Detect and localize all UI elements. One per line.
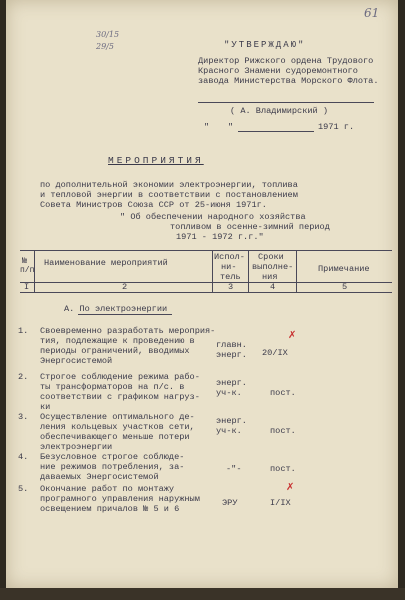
document-page — [6, 0, 398, 588]
header-bottom-rule — [20, 292, 392, 293]
header-name: Наименование мероприятий — [44, 258, 168, 268]
row-5-exec: ЭРУ — [222, 498, 238, 508]
row-3-number: 3. — [18, 412, 29, 422]
header-term-1: Сроки — [258, 252, 284, 262]
row-4-text-3: даваемых Энергосистемой — [40, 472, 159, 482]
doc-subtitle-3: Совета Министров Союза ССР от 25-июня 1971г. — [40, 200, 267, 210]
col-number-3: 3 — [228, 282, 234, 292]
col-number-4: 4 — [270, 282, 276, 292]
doc-subtitle-5: топливом в осенне-зимний период — [170, 222, 330, 232]
row-3-term: пост. — [270, 426, 296, 436]
approval-line-3: завода Министерства Морского Флота. — [198, 76, 379, 86]
date-quote-close: " — [228, 122, 234, 132]
row-3-text-1: Осуществление оптимального де- — [40, 412, 195, 422]
table-top-rule — [20, 250, 392, 251]
doc-subtitle-2: и тепловой энергии в соответствии с постановлением — [40, 190, 298, 200]
approval-title: "УТВЕРЖДАЮ" — [224, 40, 306, 50]
row-1-term: 20/IX — [262, 348, 288, 358]
row-5-text-1: Окончание работ по монтажу — [40, 484, 175, 494]
page-right-edge — [398, 0, 405, 600]
approval-line-2: Красного Знамени судоремонтного — [198, 66, 358, 76]
row-5-term: I/IX — [270, 498, 291, 508]
row-4-text-1: Безусловное строгое соблюде- — [40, 452, 185, 462]
header-mid-rule — [20, 282, 392, 283]
header-exec-3: тель — [220, 272, 241, 282]
signature-line — [198, 102, 374, 103]
row-4-exec: -"- — [226, 464, 242, 474]
row-5-number: 5. — [18, 484, 29, 494]
row-3-exec-1: энерг. — [216, 416, 247, 426]
red-check-mark-1: ✗ — [288, 330, 297, 341]
row-1-text-4: Энергосистемой — [40, 356, 113, 366]
row-2-exec-1: энерг. — [216, 378, 247, 388]
row-1-exec-1: главн. — [216, 340, 247, 350]
col-number-1: I — [24, 282, 30, 292]
row-1-number: 1. — [18, 326, 29, 336]
row-2-term: пост. — [270, 388, 296, 398]
col-divider-3 — [248, 250, 249, 292]
archive-note-1: 30/15 — [96, 30, 120, 39]
header-term-2: выполне- — [252, 262, 294, 272]
col-divider-4 — [296, 250, 297, 292]
col-number-5: 5 — [342, 282, 348, 292]
header-number-2: п/п — [20, 266, 35, 275]
row-5-text-3: освещением причалов № 5 и 6 — [40, 504, 180, 514]
row-1-text-2: тия, подлежащие к проведению в — [40, 336, 195, 346]
doc-subtitle-6: 1971 - 1972 г.г." — [176, 232, 264, 242]
col-divider-2 — [212, 250, 213, 292]
archive-note-2: 29/5 — [96, 42, 114, 51]
approval-year: 1971 г. — [318, 122, 355, 132]
row-3-text-2: ления кольцевых участков сети, — [40, 422, 195, 432]
row-1-text-3: периоды ограничений, вводимых — [40, 346, 190, 356]
approval-line-1: Директор Рижского ордена Трудового — [198, 56, 374, 66]
row-4-number: 4. — [18, 452, 29, 462]
row-3-exec-2: уч-к. — [216, 426, 242, 436]
row-3-text-3: обеспечивающего меньше потери — [40, 432, 190, 442]
date-month-line — [238, 131, 314, 132]
header-term-3: ния — [262, 272, 278, 282]
row-4-term: пост. — [270, 464, 296, 474]
row-2-number: 2. — [18, 372, 29, 382]
row-2-text-4: ки — [40, 402, 51, 412]
row-1-text-1: Своевременно разработать мероприя- — [40, 326, 216, 336]
row-2-text-3: соответствии с графиком нагруз- — [40, 392, 200, 402]
header-exec-2: ни- — [221, 262, 237, 272]
row-2-text-1: Строгое соблюдение режима рабо- — [40, 372, 200, 382]
date-quote-open: " — [204, 122, 210, 132]
red-check-mark-2: ✗ — [286, 482, 295, 493]
doc-subtitle-1: по дополнительной экономии электроэнергии, топлива — [40, 180, 298, 190]
col-number-2: 2 — [122, 282, 128, 292]
document-title: МЕРОПРИЯТИЯ — [108, 155, 204, 166]
section-heading: А. По электроэнергии — [64, 304, 168, 314]
row-4-text-2: ние режимов потребления, за- — [40, 462, 185, 472]
row-2-exec-2: уч-к. — [216, 388, 242, 398]
row-5-text-2: програмного управления наружным — [40, 494, 200, 504]
row-3-text-4: электроэнергии — [40, 442, 113, 452]
header-number-1: № — [22, 256, 28, 266]
row-1-exec-2: энерг. — [216, 350, 247, 360]
header-note: Примечание — [318, 264, 370, 274]
page-number-handwritten: 61 — [364, 6, 380, 20]
row-2-text-2: ты трансформаторов на п/с. в — [40, 382, 185, 392]
scan-bottom-edge — [0, 588, 405, 600]
approval-signer: ( А. Владимирский ) — [230, 106, 328, 116]
header-exec-1: Испол- — [214, 252, 245, 262]
section-underline — [78, 314, 172, 315]
doc-subtitle-4: " Об обеспечении народного хозяйства — [120, 212, 306, 222]
